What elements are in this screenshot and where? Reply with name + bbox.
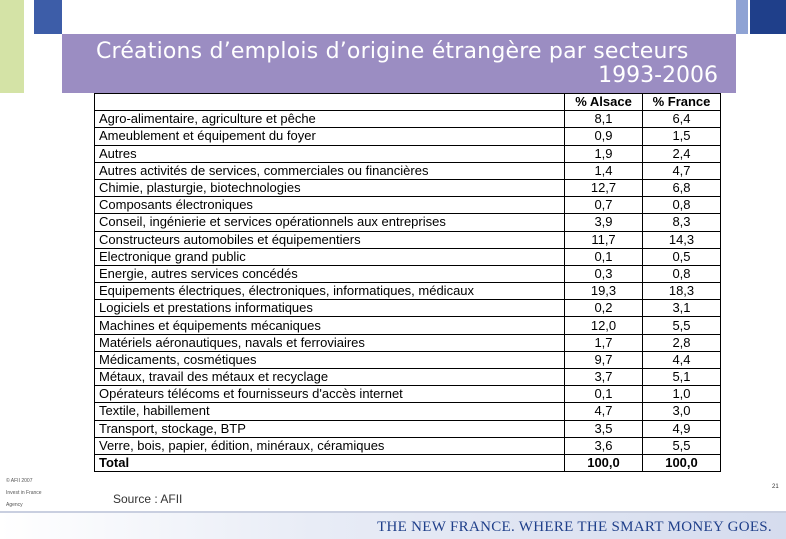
sector-name: Verre, bois, papier, édition, minéraux, céramiques bbox=[95, 437, 565, 454]
source-note: Source : AFII bbox=[113, 492, 183, 506]
sector-name: Agro-alimentaire, agriculture et pêche bbox=[95, 111, 565, 128]
sector-name: Métaux, travail des métaux et recyclage bbox=[95, 369, 565, 386]
decor-blue-square-right-dark bbox=[750, 0, 786, 34]
sector-name: Conseil, ingénierie et services opérationnels aux entreprises bbox=[95, 214, 565, 231]
alsace-value: 1,4 bbox=[565, 162, 643, 179]
sector-name: Autres activités de services, commerciales ou financières bbox=[95, 162, 565, 179]
table-row bbox=[95, 300, 721, 317]
france-value: 5,1 bbox=[643, 369, 721, 386]
sector-name: Machines et équipements mécaniques bbox=[95, 317, 565, 334]
total-label: Total bbox=[95, 454, 565, 471]
total-france: 100,0 bbox=[643, 454, 721, 471]
france-value: 0,8 bbox=[643, 265, 721, 282]
sector-name: Composants électroniques bbox=[95, 197, 565, 214]
alsace-value: 0,1 bbox=[565, 248, 643, 265]
sector-name: Electronique grand public bbox=[95, 248, 565, 265]
table-row bbox=[95, 386, 721, 403]
alsace-value: 3,5 bbox=[565, 420, 643, 437]
sector-table bbox=[94, 93, 721, 472]
alsace-value: 0,3 bbox=[565, 265, 643, 282]
alsace-value: 11,7 bbox=[565, 231, 643, 248]
footer-tagline: THE NEW FRANCE. WHERE THE SMART MONEY GOES. bbox=[377, 519, 772, 535]
france-value: 8,3 bbox=[643, 214, 721, 231]
sector-name: Transport, stockage, BTP bbox=[95, 420, 565, 437]
table-row bbox=[95, 437, 721, 454]
france-value: 1,5 bbox=[643, 128, 721, 145]
table-row bbox=[95, 197, 721, 214]
total-alsace: 100,0 bbox=[565, 454, 643, 471]
slide-title: Créations d’emplois d’origine étrangère par secteurs bbox=[96, 39, 689, 64]
france-value: 1,0 bbox=[643, 386, 721, 403]
alsace-value: 0,7 bbox=[565, 197, 643, 214]
table-row bbox=[95, 283, 721, 300]
france-value: 2,8 bbox=[643, 334, 721, 351]
slide-title-period: 1993-2006 bbox=[598, 63, 718, 88]
left-note-2: Invest in France bbox=[6, 490, 42, 496]
alsace-value: 3,9 bbox=[565, 214, 643, 231]
table-row bbox=[95, 179, 721, 196]
alsace-value: 1,7 bbox=[565, 334, 643, 351]
france-value: 0,8 bbox=[643, 197, 721, 214]
france-value: 0,5 bbox=[643, 248, 721, 265]
table-header-row bbox=[95, 94, 721, 111]
left-note-1: © AFII 2007 bbox=[6, 478, 33, 484]
alsace-value: 9,7 bbox=[565, 351, 643, 368]
alsace-value: 0,1 bbox=[565, 386, 643, 403]
alsace-value: 12,7 bbox=[565, 179, 643, 196]
france-value: 3,1 bbox=[643, 300, 721, 317]
header-alsace: % Alsace bbox=[565, 94, 643, 111]
alsace-value: 4,7 bbox=[565, 403, 643, 420]
france-value: 6,8 bbox=[643, 179, 721, 196]
header-sector bbox=[95, 94, 565, 111]
table-row bbox=[95, 162, 721, 179]
sector-name: Ameublement et équipement du foyer bbox=[95, 128, 565, 145]
sector-name: Equipements électriques, électroniques, informatiques, médicaux bbox=[95, 283, 565, 300]
sector-name: Autres bbox=[95, 145, 565, 162]
table-row bbox=[95, 145, 721, 162]
france-value: 5,5 bbox=[643, 437, 721, 454]
sector-name: Textile, habillement bbox=[95, 403, 565, 420]
sector-name: Energie, autres services concédés bbox=[95, 265, 565, 282]
table-row bbox=[95, 403, 721, 420]
alsace-value: 3,6 bbox=[565, 437, 643, 454]
table-row bbox=[95, 248, 721, 265]
sector-table-container bbox=[94, 93, 720, 472]
alsace-value: 0,2 bbox=[565, 300, 643, 317]
table-total-row bbox=[95, 454, 721, 471]
sector-name: Matériels aéronautiques, navals et ferroviaires bbox=[95, 334, 565, 351]
left-note-3: Agency bbox=[6, 502, 23, 508]
table-row bbox=[95, 420, 721, 437]
france-value: 2,4 bbox=[643, 145, 721, 162]
france-value: 3,0 bbox=[643, 403, 721, 420]
alsace-value: 3,7 bbox=[565, 369, 643, 386]
france-value: 14,3 bbox=[643, 231, 721, 248]
decor-green-block bbox=[0, 0, 24, 93]
table-row bbox=[95, 265, 721, 282]
france-value: 6,4 bbox=[643, 111, 721, 128]
france-value: 5,5 bbox=[643, 317, 721, 334]
sector-name: Chimie, plasturgie, biotechnologies bbox=[95, 179, 565, 196]
table-row bbox=[95, 351, 721, 368]
sector-name: Constructeurs automobiles et équipementiers bbox=[95, 231, 565, 248]
alsace-value: 0,9 bbox=[565, 128, 643, 145]
decor-blue-square-right-light bbox=[736, 0, 748, 34]
france-value: 18,3 bbox=[643, 283, 721, 300]
sector-name: Opérateurs télécoms et fournisseurs d'accès internet bbox=[95, 386, 565, 403]
alsace-value: 19,3 bbox=[565, 283, 643, 300]
title-bar bbox=[62, 34, 736, 93]
table-row bbox=[95, 111, 721, 128]
alsace-value: 12,0 bbox=[565, 317, 643, 334]
alsace-value: 1,9 bbox=[565, 145, 643, 162]
table-row bbox=[95, 369, 721, 386]
table-row bbox=[95, 317, 721, 334]
sector-name: Logiciels et prestations informatiques bbox=[95, 300, 565, 317]
sector-name: Médicaments, cosmétiques bbox=[95, 351, 565, 368]
france-value: 4,9 bbox=[643, 420, 721, 437]
table-row bbox=[95, 231, 721, 248]
alsace-value: 8,1 bbox=[565, 111, 643, 128]
decor-blue-square-left bbox=[34, 0, 62, 34]
table-row bbox=[95, 128, 721, 145]
france-value: 4,4 bbox=[643, 351, 721, 368]
france-value: 4,7 bbox=[643, 162, 721, 179]
table-row bbox=[95, 214, 721, 231]
page-number: 21 bbox=[772, 484, 779, 490]
header-france: % France bbox=[643, 94, 721, 111]
table-row bbox=[95, 334, 721, 351]
